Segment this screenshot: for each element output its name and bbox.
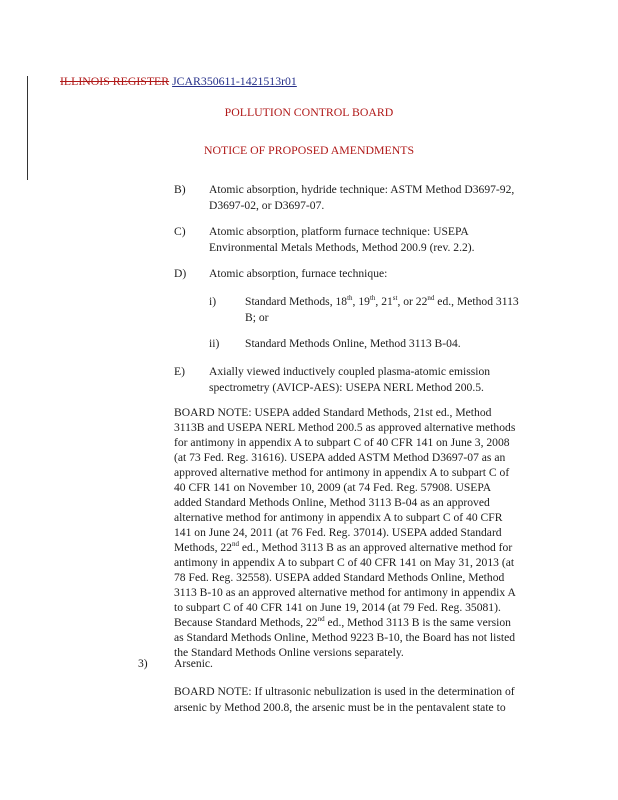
superscript: th (369, 294, 376, 303)
text-run: ed., Method 3113 (434, 295, 519, 308)
note-line (174, 540, 516, 555)
text-run: Because Standard Methods, 22 (174, 616, 318, 629)
item-e-label: E) (174, 365, 185, 378)
item-d-label: D) (174, 267, 187, 280)
item-d-ii-label: ii) (209, 337, 220, 350)
item-3-text: Arsenic. (174, 657, 213, 670)
board-title: POLLUTION CONTROL BOARD (224, 105, 394, 119)
item-d-i-label: i) (209, 295, 217, 308)
note-line: 141 on June 24, 2011 (at 76 Fed. Reg. 37014). USEPA added Standard (174, 526, 502, 539)
note-line: approved alternative method for antimony in appendix A to subpart C of (174, 466, 510, 479)
item-d-line1: Atomic absorption, furnace technique: (209, 267, 388, 280)
item-b-line1: Atomic absorption, hydride technique: ASTM Method D3697-92, (209, 183, 515, 196)
board-note-2-line2: arsenic by Method 200.8, the arsenic must be in the pentavalent state to (174, 701, 506, 714)
item-b-line2: D3697-02, or D3697-07. (209, 199, 325, 212)
text-run: ed., Method 3113 B as an approved alternative method for (238, 541, 513, 554)
note-line: 3113 B-10 as an approved alternative method for antimony in appendix A (174, 586, 516, 599)
note-line: antimony in appendix A to subpart C of 40 CFR 141 on May 31, 2013 (at (174, 556, 515, 569)
notice-title: NOTICE OF PROPOSED AMENDMENTS (203, 143, 415, 157)
revision-margin-bar (27, 76, 28, 180)
register-id: JCAR350611-1421513r01 (172, 74, 297, 88)
item-d-i-line1 (245, 294, 519, 309)
text-run: , 21 (375, 295, 393, 308)
item-c-label: C) (174, 225, 186, 238)
item-d-ii-line1: Standard Methods Online, Method 3113 B-04. (245, 337, 461, 350)
board-note-2-line1: BOARD NOTE: If ultrasonic nebulization is used in the determination of (174, 685, 515, 698)
item-e-line1: Axially viewed inductively coupled plasma-atomic emission (209, 365, 491, 378)
item-3-label: 3) (138, 657, 148, 670)
note-line (174, 615, 516, 630)
note-line: as Standard Methods Online, Method 9223 B-10, the Board has not listed (174, 631, 516, 644)
item-c-line2: Environmental Metals Methods, Method 200.9 (rev. 2.2). (209, 241, 475, 254)
item-d-i-line2: B; or (245, 311, 269, 324)
note-line: 3113B and USEPA NERL Method 200.5 as approved alternative methods (174, 421, 516, 434)
note-line: BOARD NOTE: USEPA added Standard Methods, 21st ed., Method (174, 406, 492, 419)
note-line: to subpart C of 40 CFR 141 on June 19, 2014 (at 79 Fed. Reg. 35081). (174, 601, 501, 614)
superscript: nd (317, 615, 325, 624)
note-line: for antimony in appendix A to subpart C of 40 CFR 141 on June 3, 2008 (174, 436, 510, 449)
note-line: 40 CFR 141 on November 10, 2009 (at 74 Fed. Reg. 57908. USEPA (174, 481, 492, 494)
note-line: (at 73 Fed. Reg. 31616). USEPA added ASTM Method D3697-07 as an (174, 451, 506, 464)
item-b-label: B) (174, 183, 186, 196)
note-line: the Standard Methods Online versions separately. (174, 646, 404, 659)
superscript: nd (427, 294, 435, 303)
note-line: added Standard Methods Online, Method 3113 B-04 as an approved (174, 496, 490, 509)
register-header (60, 74, 297, 89)
text-run: , or 22 (397, 295, 428, 308)
text-run: , 19 (352, 295, 370, 308)
text-run: Methods, 22 (174, 541, 232, 554)
board-note-1 (174, 405, 516, 660)
item-c-line1: Atomic absorption, platform furnace technique: USEPA (209, 225, 469, 238)
register-strike-text: ILLINOIS REGISTER (60, 74, 170, 88)
superscript: st (392, 294, 398, 303)
superscript: th (347, 294, 353, 303)
superscript: nd (231, 540, 239, 549)
note-line: alternative method for antimony in appendix A to subpart C of 40 CFR (174, 511, 503, 524)
note-line: 78 Fed. Reg. 32558). USEPA added Standard Methods Online, Method (174, 571, 505, 584)
text-run: Standard Methods, 18 (245, 295, 348, 308)
item-e-line2: spectrometry (AVICP-AES): USEPA NERL Method 200.5. (209, 381, 484, 394)
text-run: ed., Method 3113 B is the same version (324, 616, 511, 629)
